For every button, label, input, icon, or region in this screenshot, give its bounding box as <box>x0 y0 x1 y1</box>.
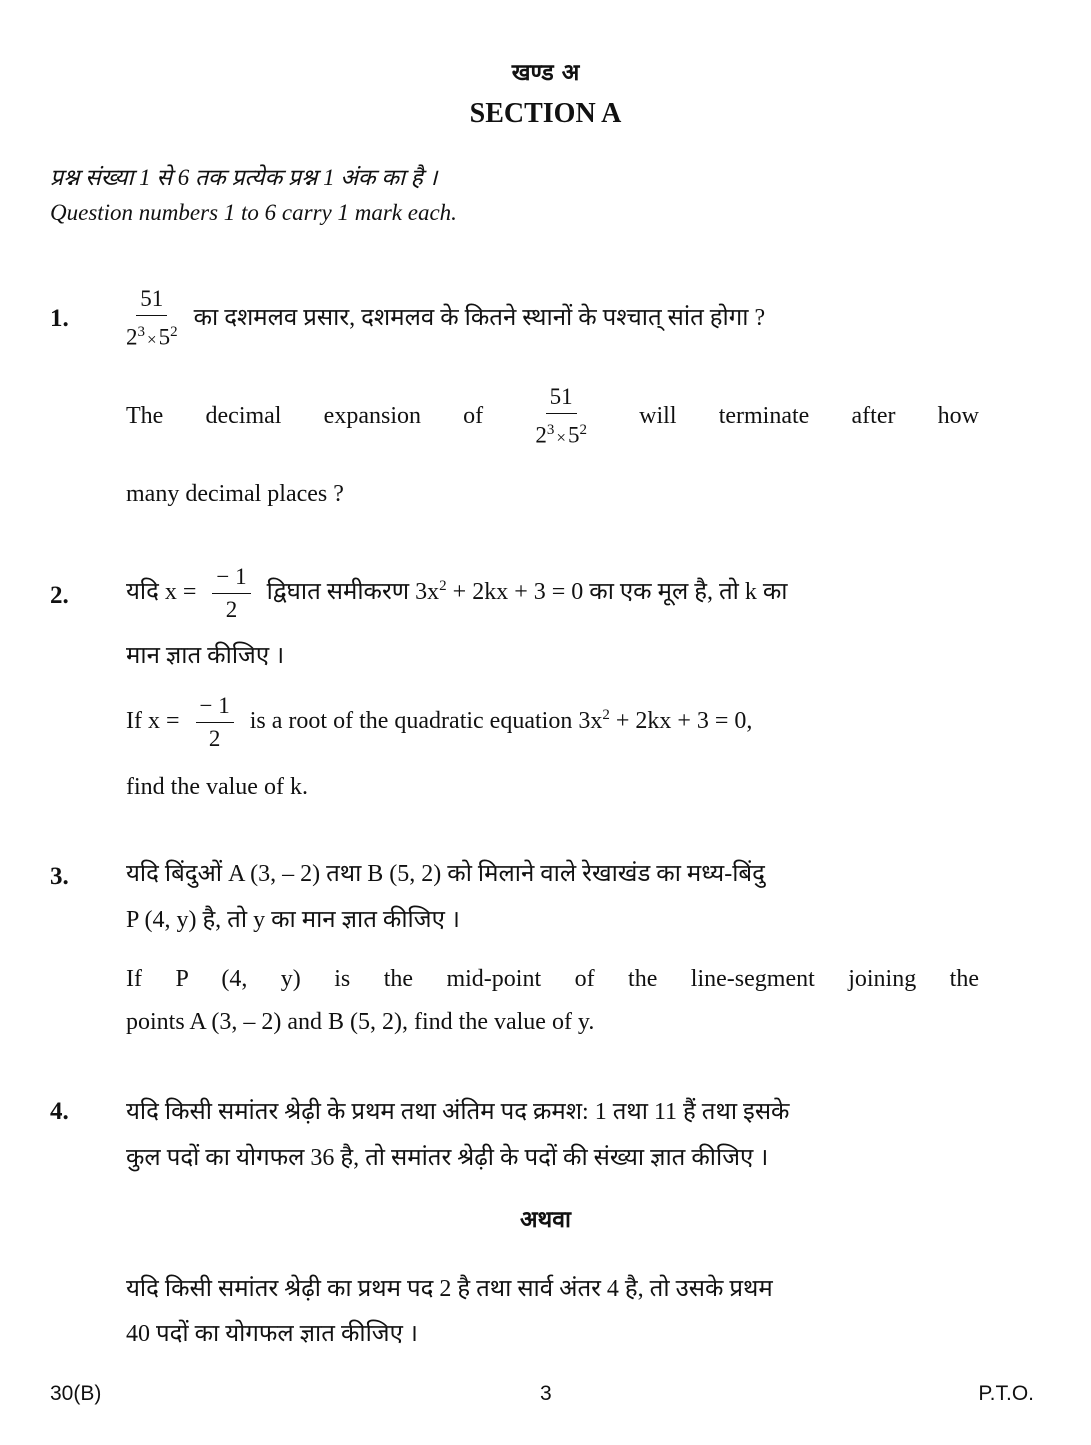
section-english-title: SECTION A <box>469 98 622 129</box>
question-3-hindi-line1: यदि बिंदुओं A (3, – 2) तथा B (5, 2) को मिलाने वाले रेखाखंड का मध्य-बिंदु <box>126 861 765 887</box>
please-turn-over: P.T.O. <box>978 1382 1034 1405</box>
question-3-english-line1: If P (4, y) is the mid-point of the line-segment joining the <box>126 966 979 992</box>
question-2-english-line2: find the value of k. <box>126 774 308 800</box>
question-1-number: 1. <box>50 305 69 332</box>
section-hindi-title: खण्ड अ <box>511 59 580 86</box>
q1-hindi-text: का दशमलव प्रसार, दशमलव के कितने स्थानों के पश्चात् सांत होगा ? <box>193 304 766 331</box>
question-1-english-line2: many decimal places ? <box>126 481 344 507</box>
q1-fraction-english: $\frac{51}{2^3 \times 5^2}$ <box>535 384 587 448</box>
question-3-hindi-line2: P (4, y) है, तो y का मान ज्ञात कीजिए । <box>126 907 460 933</box>
question-1-english: The decimal expansion of $\frac{51}{2^3 \times 5^2}$ will terminate after how <box>126 384 979 451</box>
q2-fraction-hindi: $\frac{- 1}{2}$ <box>212 564 250 623</box>
paper-code: 30(B) <box>50 1382 102 1405</box>
question-2-english: If x = $\frac{- 1}{2}$ is a root of the quadratic equation $3x^2 + 2kx + 3 = 0$, <box>126 693 753 751</box>
question-2-number: 2. <box>50 582 69 609</box>
question-2-hindi: यदि x = $\frac{- 1}{2}$ द्विघात समीकरण $3x^2 + 2kx + 3 = 0$ का एक मूल है, तो k का <box>126 564 788 622</box>
english-instruction: Question numbers 1 to 6 carry 1 mark each. <box>50 200 457 225</box>
question-4-alt-line1: यदि किसी समांतर श्रेढ़ी का प्रथम पद 2 है तथा सार्व अंतर 4 है, तो उसके प्रथम <box>126 1276 773 1302</box>
question-1-hindi <box>126 286 979 353</box>
question-4-hindi-line1: यदि किसी समांतर श्रेढ़ी के प्रथम तथा अंतिम पद क्रमश: 1 तथा 11 हैं तथा इसके <box>126 1099 790 1125</box>
question-4-number: 4. <box>50 1098 69 1125</box>
q1-fraction-hindi: $\frac{51}{2^3 \times 5^2}$ <box>126 286 178 350</box>
question-4-alt-line2: 40 पदों का योगफल ज्ञात कीजिए । <box>126 1321 418 1347</box>
question-4-hindi-line2: कुल पदों का योगफल 36 है, तो समांतर श्रेढ़ी के पदों की संख्या ज्ञात कीजिए । <box>126 1145 769 1171</box>
question-3-english-line2: points A (3, – 2) and B (5, 2), find the value of y. <box>126 1009 595 1035</box>
or-label: अथवा <box>519 1206 571 1233</box>
question-3-number: 3. <box>50 863 69 890</box>
q2-fraction-english: $\frac{- 1}{2}$ <box>196 693 234 752</box>
hindi-instruction: प्रश्न संख्या 1 से 6 तक प्रत्येक प्रश्न 1 अंक का है । <box>50 165 438 190</box>
question-2-hindi-line2: मान ज्ञात कीजिए । <box>126 643 285 669</box>
page-number: 3 <box>540 1382 552 1405</box>
